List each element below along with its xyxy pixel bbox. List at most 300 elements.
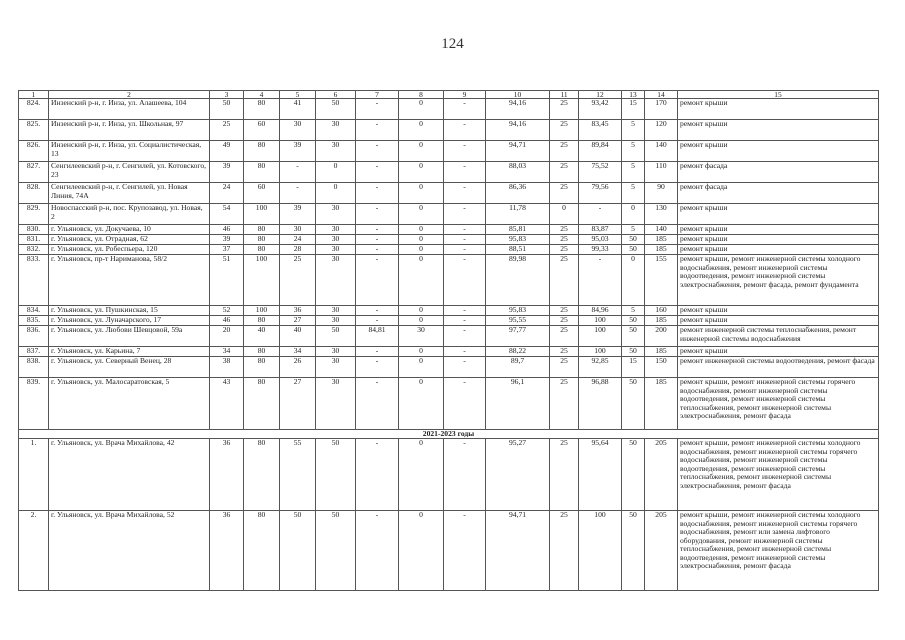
cell-col-12: 83,87 [579, 225, 622, 235]
cell-col-3: 37 [210, 245, 244, 255]
cell-col-3: 25 [210, 120, 244, 141]
cell-col-5: 27 [280, 316, 316, 326]
cell-col-6: 30 [316, 204, 356, 225]
cell-col-15: ремонт крыши [678, 204, 879, 225]
cell-col-14: 160 [645, 306, 678, 316]
cell-col-11: 25 [550, 162, 579, 183]
col-header: 15 [678, 91, 879, 99]
cell-col-3: 46 [210, 225, 244, 235]
cell-col-12: 83,45 [579, 120, 622, 141]
cell-col-4: 80 [244, 245, 280, 255]
cell-col-5: 34 [280, 347, 316, 357]
cell-col-9: - [444, 511, 486, 591]
cell-col-8: 0 [399, 225, 444, 235]
cell-col-5: 30 [280, 120, 316, 141]
cell-col-7: - [356, 141, 399, 162]
cell-col-4: 40 [244, 326, 280, 347]
section-header-body [19, 430, 879, 439]
cell-col-4: 60 [244, 120, 280, 141]
table-row [19, 306, 879, 316]
cell-col-15: ремонт крыши [678, 225, 879, 235]
cell-col-15: ремонт крыши [678, 99, 879, 120]
cell-col-8: 0 [399, 357, 444, 378]
cell-col-12: - [579, 204, 622, 225]
cell-col-12: 100 [579, 326, 622, 347]
col-header: 8 [399, 91, 444, 99]
cell-col-3: 39 [210, 162, 244, 183]
cell-col-4: 80 [244, 141, 280, 162]
cell-col-10: 88,51 [486, 245, 550, 255]
cell-col-13: 5 [622, 225, 645, 235]
cell-col-14: 140 [645, 141, 678, 162]
cell-col-4: 80 [244, 378, 280, 430]
cell-col-4: 100 [244, 204, 280, 225]
cell-col-15: ремонт фасада [678, 183, 879, 204]
cell-col-9: - [444, 162, 486, 183]
cell-col-12: 100 [579, 347, 622, 357]
cell-col-2: г. Ульяновск, ул. Пушкинская, 15 [49, 306, 210, 316]
cell-col-15: ремонт крыши, ремонт инженерной системы горячего водоснабжения, ремонт инженерной системы водоотведения, ремонт инженерной системы теплоснабжения, ремонт инженерной системы электроснабжения, ремонт фасада [678, 378, 879, 430]
cell-col-13: 5 [622, 141, 645, 162]
cell-col-13: 50 [622, 439, 645, 511]
cell-col-6: 30 [316, 235, 356, 245]
cell-col-4: 100 [244, 306, 280, 316]
cell-col-2: Инзенский р-н, г. Инза, ул. Алашеева, 104 [49, 99, 210, 120]
cell-col-3: 49 [210, 141, 244, 162]
cell-col-2: г. Ульяновск, ул. Отрадная, 62 [49, 235, 210, 245]
cell-col-4: 80 [244, 235, 280, 245]
cell-col-14: 120 [645, 120, 678, 141]
cell-col-14: 140 [645, 225, 678, 235]
cell-col-9: - [444, 245, 486, 255]
col-header: 2 [49, 91, 210, 99]
cell-col-8: 0 [399, 316, 444, 326]
cell-col-13: 50 [622, 347, 645, 357]
cell-col-11: 25 [550, 225, 579, 235]
cell-col-14: 185 [645, 378, 678, 430]
cell-col-3: 36 [210, 439, 244, 511]
cell-col-7: 84,81 [356, 326, 399, 347]
cell-col-13: 50 [622, 326, 645, 347]
cell-col-1: 825. [19, 120, 49, 141]
cell-col-6: 30 [316, 357, 356, 378]
cell-col-13: 50 [622, 378, 645, 430]
cell-col-9: - [444, 357, 486, 378]
cell-col-10: 95,27 [486, 439, 550, 511]
cell-col-11: 25 [550, 183, 579, 204]
table-row [19, 255, 879, 306]
cell-col-1: 829. [19, 204, 49, 225]
cell-col-3: 24 [210, 183, 244, 204]
col-header: 1 [19, 91, 49, 99]
cell-col-2: г. Ульяновск, ул. Северный Венец, 28 [49, 357, 210, 378]
cell-col-10: 94,71 [486, 141, 550, 162]
cell-col-7: - [356, 378, 399, 430]
cell-col-2: г. Ульяновск, ул. Малосаратовская, 5 [49, 378, 210, 430]
cell-col-2: г. Ульяновск, ул. Докучаева, 10 [49, 225, 210, 235]
cell-col-4: 80 [244, 357, 280, 378]
cell-col-5: - [280, 183, 316, 204]
cell-col-8: 0 [399, 120, 444, 141]
table-row [19, 378, 879, 430]
cell-col-15: ремонт крыши [678, 306, 879, 316]
cell-col-10: 95,83 [486, 306, 550, 316]
cell-col-7: - [356, 347, 399, 357]
cell-col-3: 39 [210, 235, 244, 245]
cell-col-6: 0 [316, 183, 356, 204]
cell-col-12: 95,64 [579, 439, 622, 511]
cell-col-12: 96,88 [579, 378, 622, 430]
cell-col-3: 34 [210, 347, 244, 357]
cell-col-5: 27 [280, 378, 316, 430]
cell-col-6: 50 [316, 99, 356, 120]
cell-col-11: 25 [550, 306, 579, 316]
cell-col-8: 0 [399, 235, 444, 245]
cell-col-9: - [444, 255, 486, 306]
cell-col-12: 92,85 [579, 357, 622, 378]
cell-col-12: - [579, 255, 622, 306]
cell-col-10: 97,77 [486, 326, 550, 347]
cell-col-9: - [444, 235, 486, 245]
cell-col-4: 100 [244, 255, 280, 306]
cell-col-7: - [356, 439, 399, 511]
cell-col-8: 0 [399, 204, 444, 225]
cell-col-12: 95,03 [579, 235, 622, 245]
cell-col-8: 0 [399, 439, 444, 511]
repair-program-table [18, 90, 879, 591]
cell-col-14: 185 [645, 245, 678, 255]
cell-col-2: г. Ульяновск, ул. Робеспьера, 120 [49, 245, 210, 255]
section-title: 2021-2023 годы [19, 430, 879, 439]
cell-col-10: 94,71 [486, 511, 550, 591]
cell-col-10: 85,81 [486, 225, 550, 235]
cell-col-3: 43 [210, 378, 244, 430]
cell-col-6: 50 [316, 326, 356, 347]
cell-col-10: 86,36 [486, 183, 550, 204]
cell-col-13: 5 [622, 183, 645, 204]
cell-col-11: 25 [550, 141, 579, 162]
cell-col-6: 30 [316, 255, 356, 306]
cell-col-10: 11,78 [486, 204, 550, 225]
cell-col-10: 89,7 [486, 357, 550, 378]
table-row [19, 347, 879, 357]
cell-col-14: 130 [645, 204, 678, 225]
cell-col-3: 52 [210, 306, 244, 316]
cell-col-3: 54 [210, 204, 244, 225]
cell-col-2: г. Ульяновск, пр-т Нариманова, 58/2 [49, 255, 210, 306]
cell-col-8: 0 [399, 162, 444, 183]
table-row [19, 141, 879, 162]
cell-col-14: 200 [645, 326, 678, 347]
cell-col-2: г. Ульяновск, ул. Врача Михайлова, 52 [49, 511, 210, 591]
cell-col-2: г. Ульяновск, ул. Любови Шевцовой, 59а [49, 326, 210, 347]
table-row [19, 511, 879, 591]
cell-col-15: ремонт крыши [678, 316, 879, 326]
cell-col-5: 30 [280, 225, 316, 235]
table-row [19, 162, 879, 183]
cell-col-1: 831. [19, 235, 49, 245]
cell-col-1: 827. [19, 162, 49, 183]
cell-col-10: 88,03 [486, 162, 550, 183]
cell-col-15: ремонт крыши [678, 120, 879, 141]
cell-col-2: Новоспасский р-н, пос. Крупозавод, ул. Новая, 2 [49, 204, 210, 225]
cell-col-13: 50 [622, 511, 645, 591]
cell-col-14: 205 [645, 511, 678, 591]
cell-col-1: 832. [19, 245, 49, 255]
cell-col-15: ремонт фасада [678, 162, 879, 183]
cell-col-9: - [444, 225, 486, 235]
cell-col-7: - [356, 511, 399, 591]
cell-col-2: г. Ульяновск, ул. Луначарского, 17 [49, 316, 210, 326]
col-header: 4 [244, 91, 280, 99]
cell-col-11: 25 [550, 255, 579, 306]
cell-col-14: 205 [645, 439, 678, 511]
cell-col-5: 24 [280, 235, 316, 245]
cell-col-13: 15 [622, 99, 645, 120]
cell-col-9: - [444, 120, 486, 141]
cell-col-4: 80 [244, 99, 280, 120]
cell-col-7: - [356, 245, 399, 255]
cell-col-15: ремонт инженерной системы водоотведения, ремонт фасада [678, 357, 879, 378]
cell-col-12: 100 [579, 511, 622, 591]
cell-col-7: - [356, 235, 399, 245]
cell-col-8: 30 [399, 326, 444, 347]
cell-col-15: ремонт крыши [678, 245, 879, 255]
cell-col-12: 99,33 [579, 245, 622, 255]
table-row [19, 204, 879, 225]
cell-col-6: 30 [316, 316, 356, 326]
cell-col-10: 95,83 [486, 235, 550, 245]
cell-col-3: 50 [210, 99, 244, 120]
cell-col-13: 50 [622, 316, 645, 326]
cell-col-3: 38 [210, 357, 244, 378]
cell-col-8: 0 [399, 378, 444, 430]
cell-col-5: 55 [280, 439, 316, 511]
cell-col-13: 0 [622, 255, 645, 306]
col-header: 14 [645, 91, 678, 99]
cell-col-6: 30 [316, 347, 356, 357]
cell-col-14: 110 [645, 162, 678, 183]
cell-col-9: - [444, 183, 486, 204]
cell-col-9: - [444, 99, 486, 120]
cell-col-12: 93,42 [579, 99, 622, 120]
cell-col-1: 830. [19, 225, 49, 235]
cell-col-3: 20 [210, 326, 244, 347]
table-row [19, 225, 879, 235]
table-row [19, 183, 879, 204]
table-row [19, 235, 879, 245]
cell-col-10: 89,98 [486, 255, 550, 306]
cell-col-4: 80 [244, 439, 280, 511]
col-header: 11 [550, 91, 579, 99]
cell-col-5: 41 [280, 99, 316, 120]
col-header: 9 [444, 91, 486, 99]
cell-col-1: 1. [19, 439, 49, 511]
cell-col-11: 25 [550, 99, 579, 120]
cell-col-15: ремонт инженерной системы теплоснабжения, ремонт инженерной системы водоснабжения [678, 326, 879, 347]
cell-col-11: 25 [550, 120, 579, 141]
cell-col-1: 838. [19, 357, 49, 378]
col-header: 3 [210, 91, 244, 99]
cell-col-14: 185 [645, 235, 678, 245]
cell-col-2: Сенгилеевский р-н, г. Сенгилей, ул. Котовского, 23 [49, 162, 210, 183]
cell-col-9: - [444, 326, 486, 347]
cell-col-6: 30 [316, 225, 356, 235]
cell-col-9: - [444, 316, 486, 326]
table-row [19, 120, 879, 141]
cell-col-4: 80 [244, 511, 280, 591]
cell-col-7: - [356, 204, 399, 225]
cell-col-15: ремонт крыши, ремонт инженерной системы холодного водоснабжения, ремонт инженерной системы горячего водоснабжения, ремонт инженерной системы водоотведения, ремонт инженерной системы теплоснабжения, ремонт инженерной системы электроснабжения, ремонт фасада [678, 439, 879, 511]
cell-col-11: 0 [550, 204, 579, 225]
cell-col-15: ремонт крыши [678, 347, 879, 357]
cell-col-2: Инзенский р-н, г. Инза, ул. Социалистическая, 13 [49, 141, 210, 162]
cell-col-9: - [444, 378, 486, 430]
table-row [19, 439, 879, 511]
cell-col-7: - [356, 183, 399, 204]
cell-col-2: Сенгилеевский р-н, г. Сенгилей, ул. Новая Линия, 74А [49, 183, 210, 204]
cell-col-6: 50 [316, 439, 356, 511]
cell-col-7: - [356, 120, 399, 141]
cell-col-11: 25 [550, 235, 579, 245]
col-header: 10 [486, 91, 550, 99]
cell-col-6: 0 [316, 162, 356, 183]
cell-col-14: 155 [645, 255, 678, 306]
col-header: 5 [280, 91, 316, 99]
cell-col-13: 15 [622, 357, 645, 378]
cell-col-11: 25 [550, 357, 579, 378]
cell-col-6: 30 [316, 378, 356, 430]
cell-col-5: 25 [280, 255, 316, 306]
cell-col-7: - [356, 316, 399, 326]
cell-col-9: - [444, 141, 486, 162]
cell-col-5: - [280, 162, 316, 183]
cell-col-5: 39 [280, 204, 316, 225]
cell-col-13: 5 [622, 306, 645, 316]
col-header: 12 [579, 91, 622, 99]
cell-col-8: 0 [399, 245, 444, 255]
cell-col-13: 5 [622, 162, 645, 183]
cell-col-8: 0 [399, 306, 444, 316]
cell-col-7: - [356, 357, 399, 378]
cell-col-2: г. Ульяновск, ул. Врача Михайлова, 42 [49, 439, 210, 511]
table-row [19, 99, 879, 120]
cell-col-6: 30 [316, 306, 356, 316]
table-row [19, 326, 879, 347]
col-header: 6 [316, 91, 356, 99]
cell-col-11: 25 [550, 347, 579, 357]
cell-col-5: 36 [280, 306, 316, 316]
cell-col-9: - [444, 204, 486, 225]
cell-col-13: 0 [622, 204, 645, 225]
col-header: 13 [622, 91, 645, 99]
cell-col-12: 89,84 [579, 141, 622, 162]
cell-col-6: 30 [316, 141, 356, 162]
cell-col-4: 60 [244, 183, 280, 204]
cell-col-14: 185 [645, 316, 678, 326]
cell-col-9: - [444, 347, 486, 357]
cell-col-13: 5 [622, 120, 645, 141]
cell-col-10: 88,22 [486, 347, 550, 357]
cell-col-5: 28 [280, 245, 316, 255]
cell-col-12: 75,52 [579, 162, 622, 183]
cell-col-12: 79,56 [579, 183, 622, 204]
cell-col-7: - [356, 99, 399, 120]
cell-col-7: - [356, 162, 399, 183]
cell-col-4: 80 [244, 316, 280, 326]
cell-col-13: 50 [622, 235, 645, 245]
cell-col-1: 2. [19, 511, 49, 591]
page-number: 124 [441, 36, 464, 52]
cell-col-4: 80 [244, 225, 280, 235]
cell-col-11: 25 [550, 245, 579, 255]
cell-col-3: 51 [210, 255, 244, 306]
cell-col-8: 0 [399, 99, 444, 120]
table-row [19, 357, 879, 378]
cell-col-6: 30 [316, 120, 356, 141]
cell-col-1: 824. [19, 99, 49, 120]
cell-col-15: ремонт крыши [678, 141, 879, 162]
cell-col-15: ремонт крыши [678, 235, 879, 245]
cell-col-1: 826. [19, 141, 49, 162]
table-body-main [19, 99, 879, 430]
cell-col-14: 90 [645, 183, 678, 204]
cell-col-10: 96,1 [486, 378, 550, 430]
cell-col-3: 36 [210, 511, 244, 591]
column-number-header [19, 91, 879, 99]
cell-col-8: 0 [399, 183, 444, 204]
cell-col-13: 50 [622, 245, 645, 255]
cell-col-6: 50 [316, 511, 356, 591]
cell-col-3: 46 [210, 316, 244, 326]
cell-col-14: 170 [645, 99, 678, 120]
cell-col-2: Инзенский р-н, г. Инза, ул. Школьная, 97 [49, 120, 210, 141]
table-row [19, 245, 879, 255]
cell-col-5: 39 [280, 141, 316, 162]
cell-col-1: 839. [19, 378, 49, 430]
cell-col-7: - [356, 255, 399, 306]
table-body-section [19, 439, 879, 591]
cell-col-1: 837. [19, 347, 49, 357]
cell-col-12: 100 [579, 316, 622, 326]
cell-col-8: 0 [399, 141, 444, 162]
cell-col-11: 25 [550, 326, 579, 347]
cell-col-8: 0 [399, 511, 444, 591]
col-header: 7 [356, 91, 399, 99]
cell-col-10: 94,16 [486, 99, 550, 120]
cell-col-11: 25 [550, 316, 579, 326]
cell-col-4: 80 [244, 347, 280, 357]
cell-col-15: ремонт крыши, ремонт инженерной системы холодного водоснабжения, ремонт инженерной системы горячего водоснабжения, ремонт или замена лифтового оборудования, ремонт инженерной системы теплоснабжения, ремонт инженерной системы водоотведения, ремонт инженерной системы электроснабжения, ремонт фасада [678, 511, 879, 591]
cell-col-9: - [444, 306, 486, 316]
cell-col-1: 836. [19, 326, 49, 347]
cell-col-7: - [356, 306, 399, 316]
cell-col-11: 25 [550, 378, 579, 430]
table-row [19, 316, 879, 326]
cell-col-1: 828. [19, 183, 49, 204]
cell-col-11: 25 [550, 511, 579, 591]
cell-col-8: 0 [399, 255, 444, 306]
section-row [19, 430, 879, 439]
cell-col-5: 50 [280, 511, 316, 591]
cell-col-2: г. Ульяновск, ул. Карьина, 7 [49, 347, 210, 357]
cell-col-12: 84,96 [579, 306, 622, 316]
cell-col-1: 834. [19, 306, 49, 316]
cell-col-14: 150 [645, 357, 678, 378]
cell-col-7: - [356, 225, 399, 235]
cell-col-1: 833. [19, 255, 49, 306]
cell-col-5: 26 [280, 357, 316, 378]
